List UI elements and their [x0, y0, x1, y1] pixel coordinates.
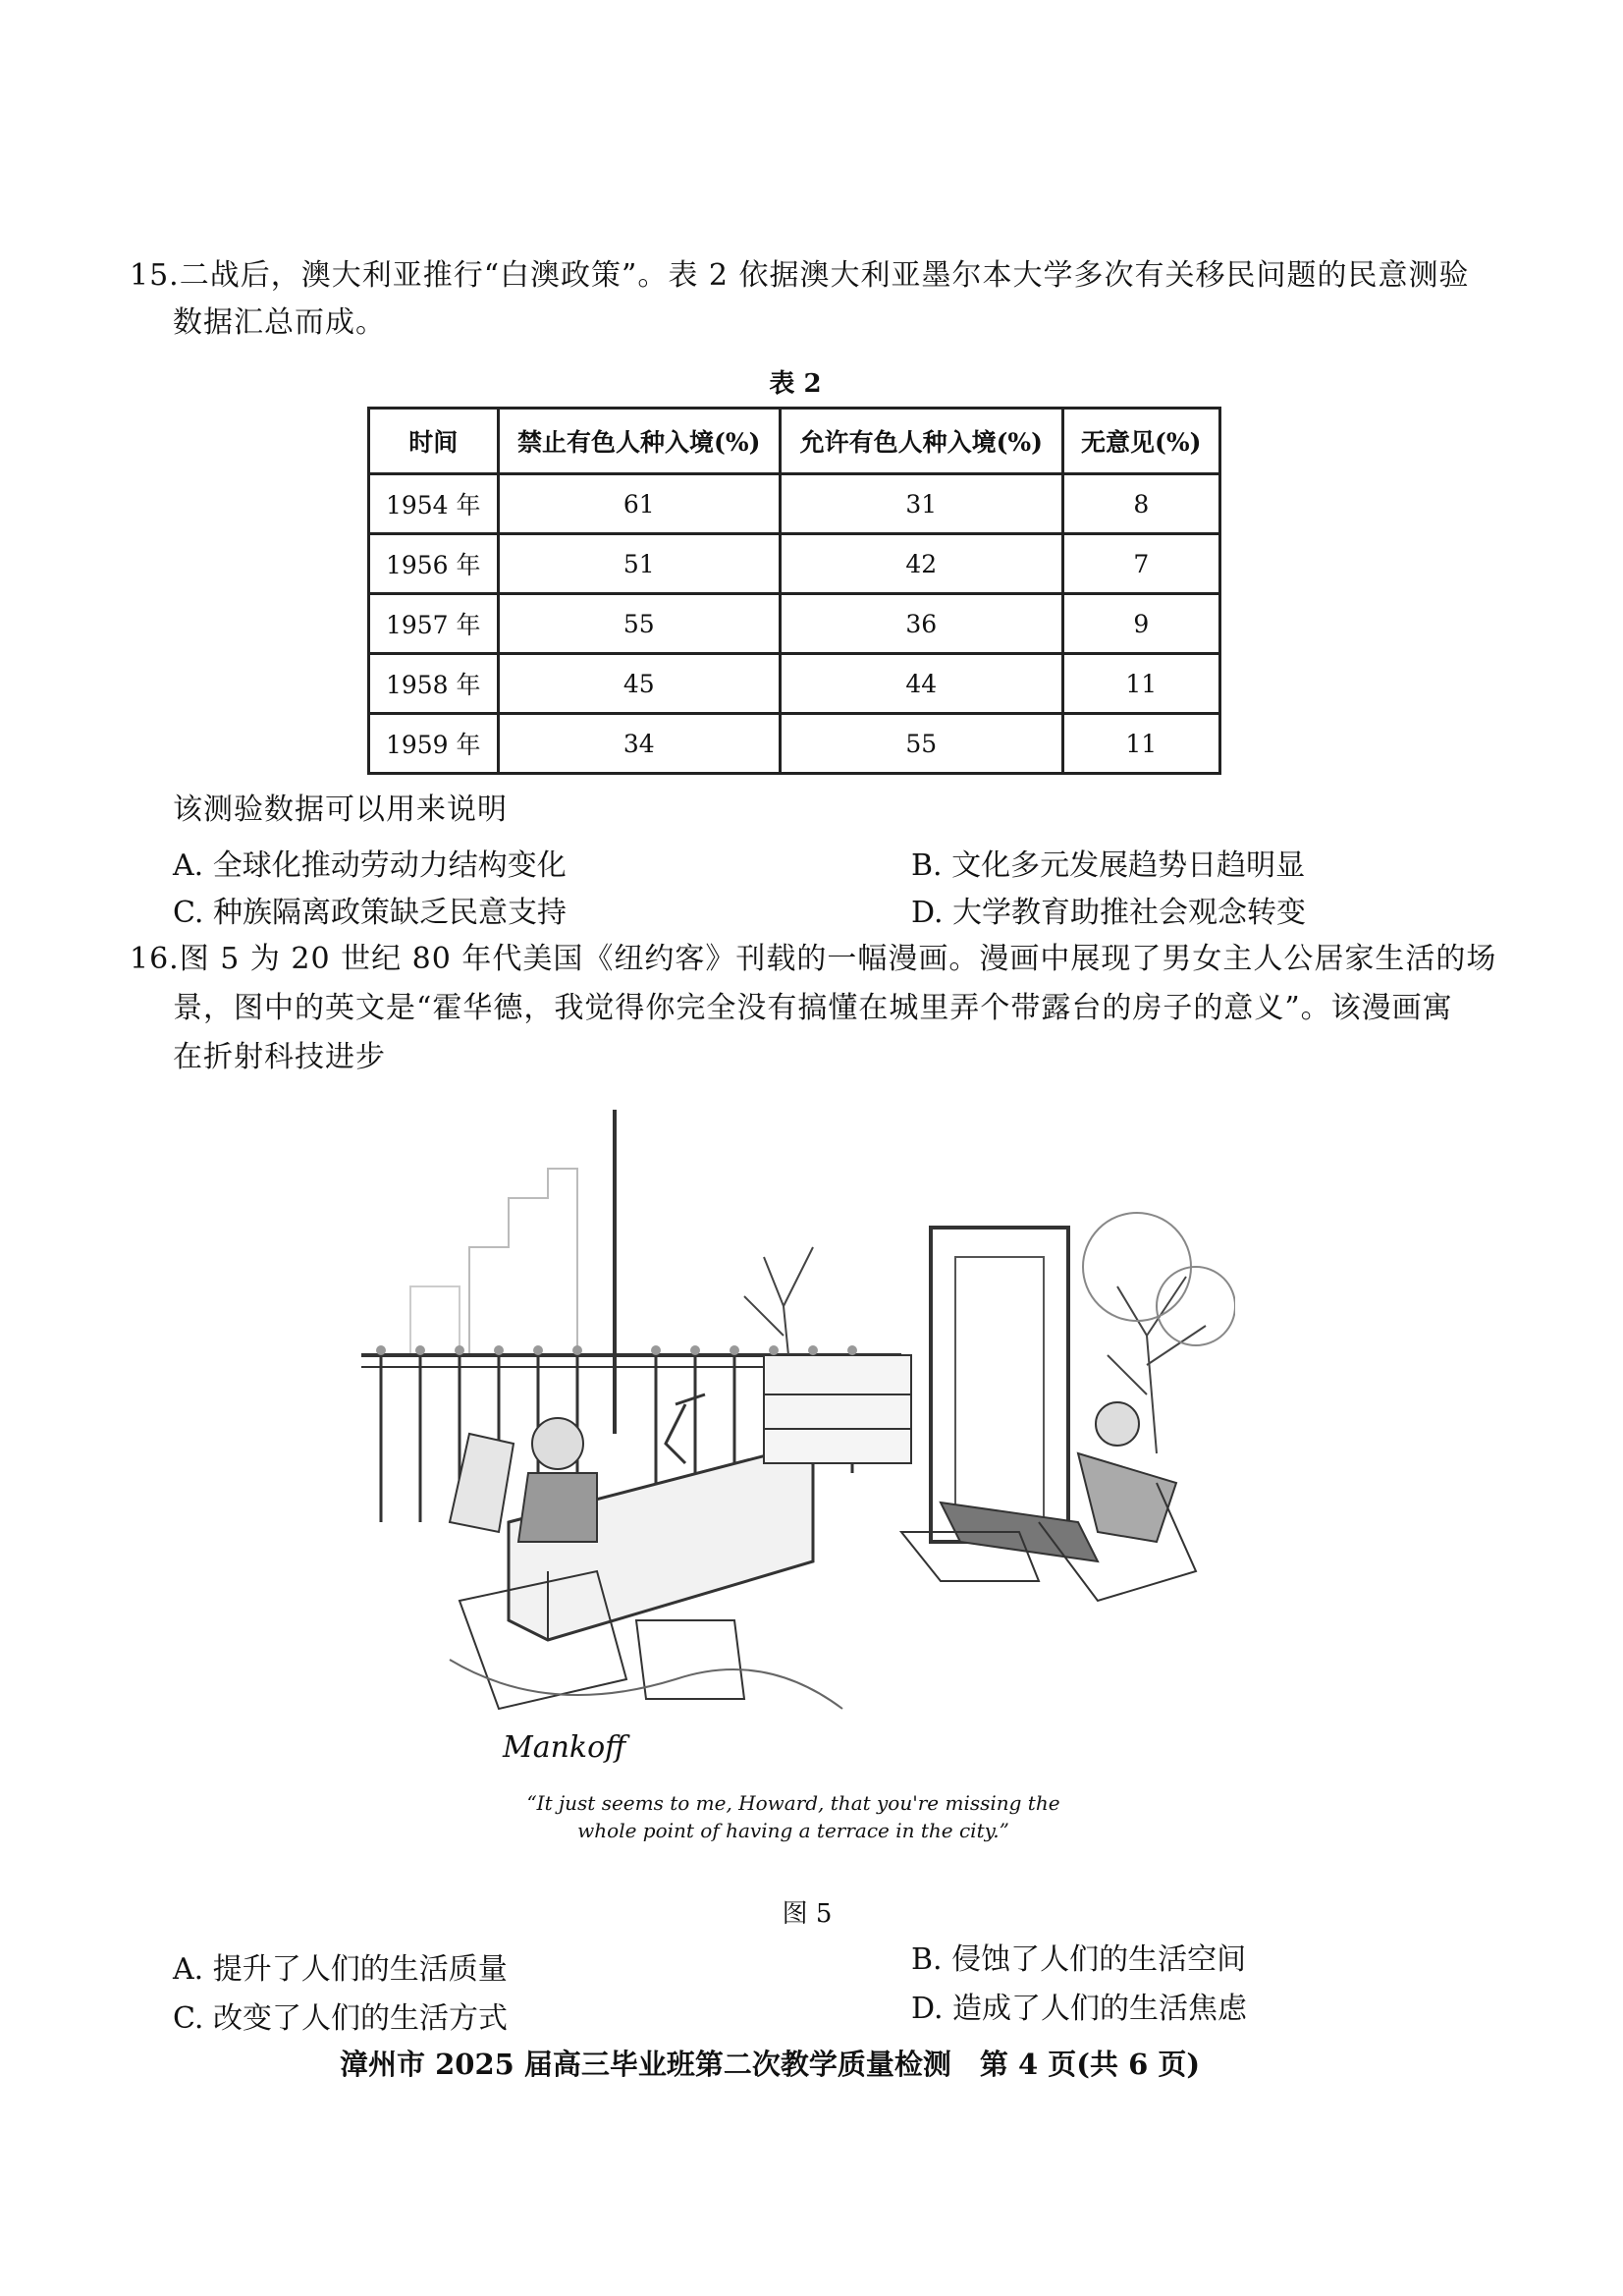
- cell-year: 1957 年: [369, 594, 499, 654]
- table-row: [369, 714, 1220, 774]
- table-header-row: [369, 409, 1220, 474]
- cell-allow: 42: [781, 534, 1063, 594]
- table-row: [369, 594, 1220, 654]
- q16-line3: 在折射科技进步: [173, 1040, 386, 1074]
- q16-text-1: 图 5 为 20 世纪 80 年代美国《纽约客》刊载的一幅漫画。漫画中展现了男女主人公居家生活的场: [179, 942, 1497, 976]
- cell-year: 1954 年: [369, 474, 499, 534]
- cell-allow: 55: [781, 714, 1063, 774]
- cartoon-caption-line2: whole point of having a terrace in the city.”: [577, 1819, 1009, 1842]
- q16-option-a: A. 提升了人们的生活质量: [173, 1952, 508, 1987]
- table-row: [369, 654, 1220, 714]
- cell-none: 8: [1062, 474, 1219, 534]
- q16-option-b: B. 侵蚀了人们的生活空间: [911, 1942, 1247, 1977]
- cell-allow: 31: [781, 474, 1063, 534]
- table-row: [369, 534, 1220, 594]
- header-ban: 禁止有色人种入境(%): [498, 409, 781, 474]
- q16-option-d: D. 造成了人们的生活焦虑: [911, 1992, 1248, 2026]
- header-none: 无意见(%): [1062, 409, 1219, 474]
- table-caption: 表 2: [769, 369, 822, 399]
- figure-caption: 图 5: [782, 1899, 833, 1929]
- q15-text-1: 二战后，澳大利亚推行“白澳政策”。表 2 依据澳大利亚墨尔本大学多次有关移民问题的民意测验: [179, 258, 1470, 293]
- cell-none: 11: [1062, 714, 1219, 774]
- cell-allow: 44: [781, 654, 1063, 714]
- cell-none: 11: [1062, 654, 1219, 714]
- cartoon-drawing: [352, 1110, 1235, 1738]
- cell-ban: 45: [498, 654, 781, 714]
- q15-option-d: D. 大学教育助推社会观念转变: [911, 896, 1307, 930]
- cell-year: 1959 年: [369, 714, 499, 774]
- q15-option-c: C. 种族隔离政策缺乏民意支持: [173, 896, 567, 930]
- q15-option-a: A. 全球化推动劳动力结构变化: [173, 848, 567, 883]
- q15-number: 15.: [130, 258, 180, 293]
- header-allow: 允许有色人种入境(%): [781, 409, 1063, 474]
- table-row: [369, 474, 1220, 534]
- q16-number: 16.: [130, 942, 180, 976]
- cell-none: 7: [1062, 534, 1219, 594]
- q15-option-b: B. 文化多元发展趋势日趋明显: [911, 848, 1306, 883]
- header-time: 时间: [369, 409, 499, 474]
- survey-table: [367, 407, 1221, 775]
- q16-line1: [130, 937, 1496, 982]
- cell-ban: 61: [498, 474, 781, 534]
- cell-none: 9: [1062, 594, 1219, 654]
- cartoon-signature: Mankoff: [503, 1730, 626, 1765]
- q15-line2: 数据汇总而成。: [173, 305, 386, 340]
- cartoon-caption-line1: “It just seems to me, Howard, that you're missing the: [526, 1791, 1060, 1815]
- cell-ban: 34: [498, 714, 781, 774]
- page-footer: 漳州市 2025 届高三毕业班第二次教学质量检测 第 4 页(共 6 页): [340, 2048, 1201, 2081]
- q15-line1: [130, 253, 1470, 299]
- cell-ban: 51: [498, 534, 781, 594]
- cell-year: 1958 年: [369, 654, 499, 714]
- q16-option-c: C. 改变了人们的生活方式: [173, 2001, 508, 2036]
- cartoon-caption: [450, 1789, 1137, 1844]
- q16-line2: 景，图中的英文是“霍华德，我觉得你完全没有搞懂在城里弄个带露台的房子的意义”。该漫画寓: [173, 991, 1453, 1025]
- cell-year: 1956 年: [369, 534, 499, 594]
- cell-ban: 55: [498, 594, 781, 654]
- cartoon-illustration: [352, 1110, 1235, 1738]
- cell-allow: 36: [781, 594, 1063, 654]
- q15-stem: 该测验数据可以用来说明: [173, 793, 508, 827]
